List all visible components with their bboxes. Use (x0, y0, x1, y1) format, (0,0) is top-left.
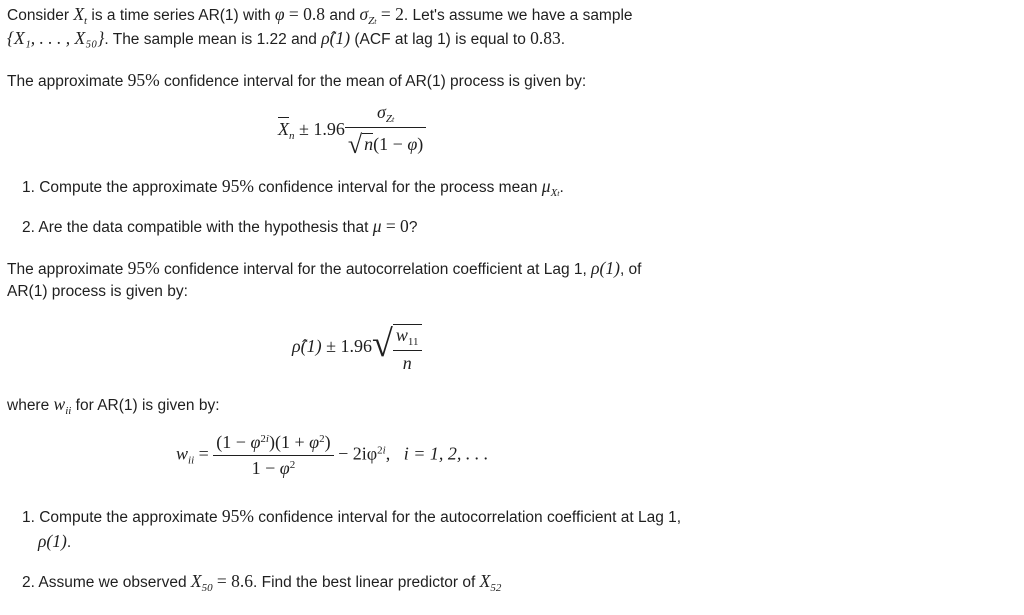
mu-x-t-symbol: $\mu_{Xt}$ (541, 176, 560, 199)
acf-ci-intro-2: AR(1) process is given by: (7, 283, 188, 300)
w-def-intro: where $w_{ii}$ for AR(1) is given by: (7, 394, 220, 417)
acf-ci-formula: ρ̂(1) ± 1.96√ $\frac{w_{11}}{n}$ (292, 322, 422, 374)
q2-item-1-cont: ρ(1). (38, 531, 72, 551)
q2-item-1: 1. Compute the approximate 95% confidence interval for the autocorrelation coefficient at Lag 1, (22, 506, 682, 526)
x-bar-n: X (278, 119, 289, 140)
mean-ci-intro: The approximate 95% confidence interval for the mean of AR(1) process is given by: (7, 70, 587, 90)
phi-symbol: φ (274, 4, 285, 24)
mean-ci-formula: $X_n \pm 1.96$ $\frac{\sigma_{Zt}}{√ n(1 - \varphi)}$ (278, 102, 426, 160)
x-t-symbol: $X_t$ (73, 4, 88, 27)
intro-line-1: Consider $X_t$ is a time series AR(1) with φ = 0.8 and $\sigma_{Zt} = 2$. Let's assume we have a sample (7, 4, 633, 27)
x-52-symbol: $X_{52}$ (479, 571, 502, 594)
q2-item-2: 2. Assume we observed $X_{50} = 8.6$. Find the best linear predictor of $X_{52}$ (22, 571, 502, 594)
intro-line-2: {X₁, . . . , X₅₀}. The sample mean is 1.22 and ρ̂(1) (ACF at lag 1) is equal to 0.83. (7, 28, 566, 48)
x-50-symbol: $X_{50}$ (190, 571, 213, 594)
w-ii-formula: $w_{ii}$ = $\frac{(1 - \varphi^{2i})(1 + \varphi^2)}{1 - \varphi^2}$ − $2i\varphi^{2i}$, i = 1, 2, . . . (176, 432, 489, 478)
sigma-z-symbol: $\sigma_{Zt}$ (359, 4, 377, 27)
q1-item-1: 1. Compute the approximate 95% confidence interval for the process mean $\mu_{Xt}$. (22, 176, 564, 199)
mu-symbol: μ (372, 216, 382, 236)
acf-ci-intro-1: The approximate 95% confidence interval for the autocorrelation coefficient at Lag 1, ρ(1), of (7, 258, 642, 278)
w-ii-fraction: $\frac{(1 - \varphi^{2i})(1 + \varphi^2)}{1 - \varphi^2}$ (213, 432, 333, 479)
w-ii-symbol: $w_{ii}$ (53, 394, 72, 417)
q1-item-2: 2. Are the data compatible with the hypothesis that μ = 0? (22, 216, 418, 236)
sigma-over-root-n-fraction: $\frac{\sigma_{Zt}}{√ n(1 - \varphi)}$ (345, 102, 426, 160)
